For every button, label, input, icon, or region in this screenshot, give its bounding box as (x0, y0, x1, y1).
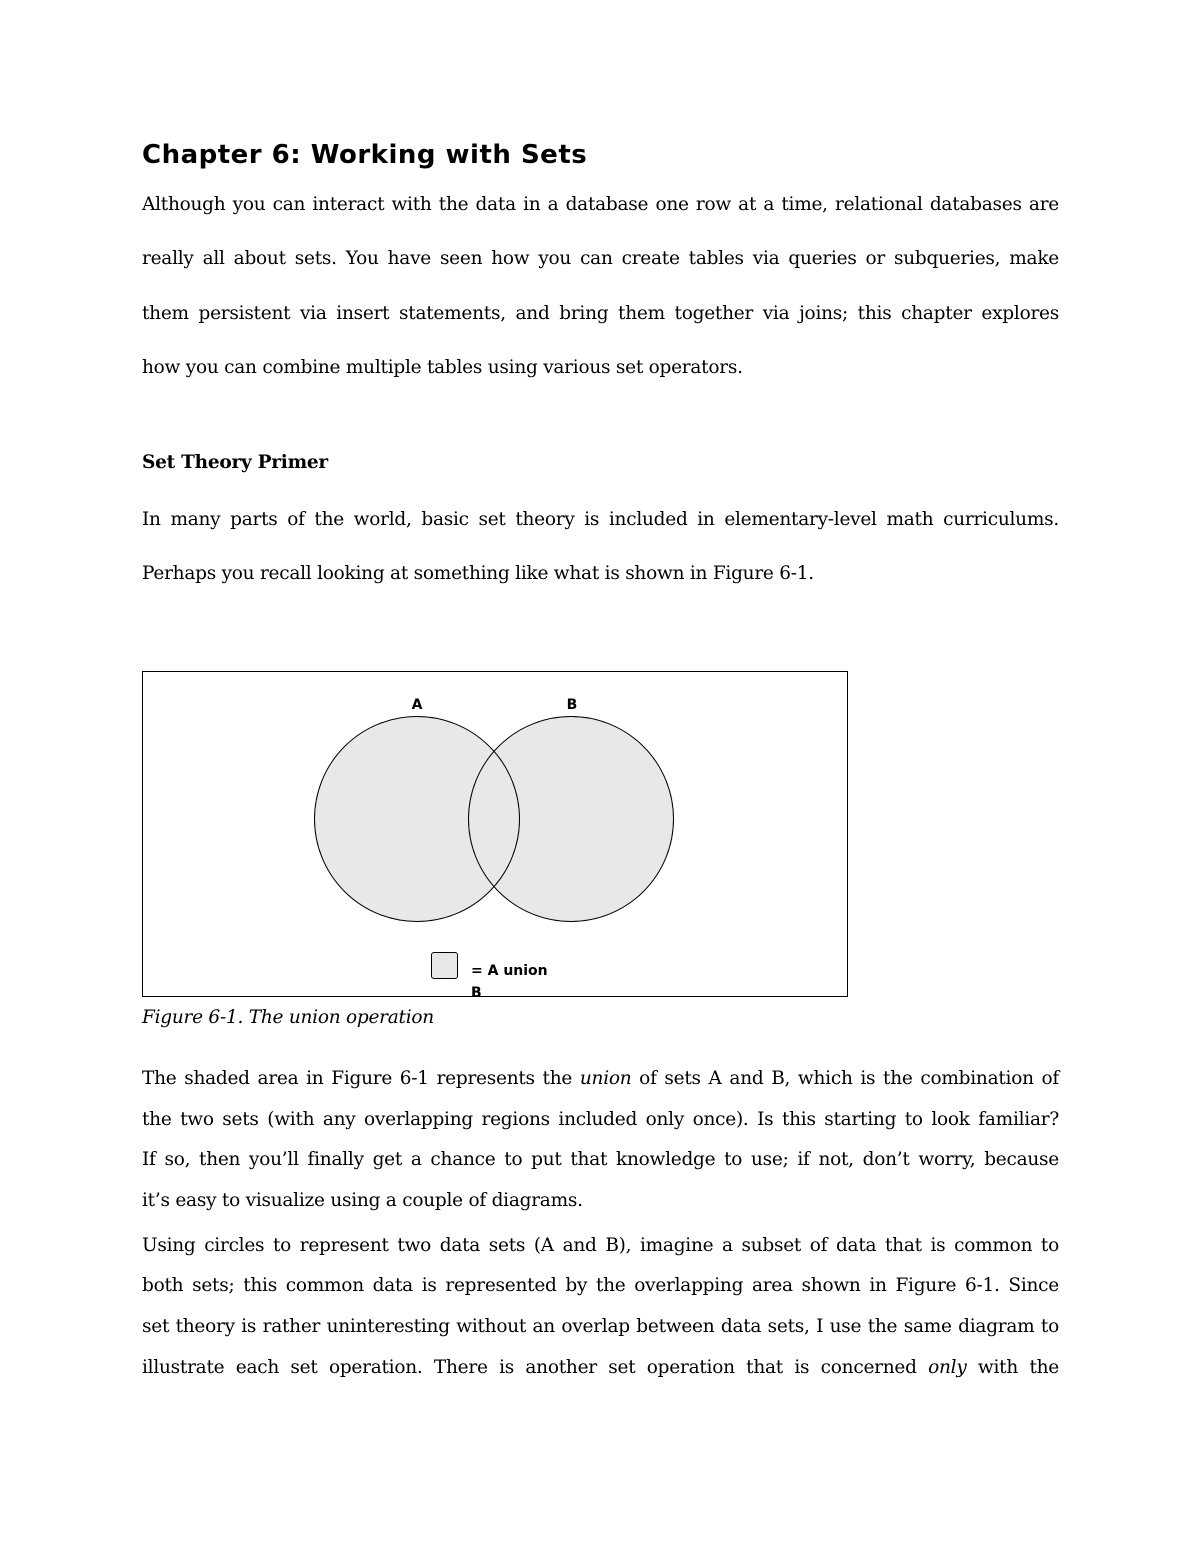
paragraph-line: Although you can interact with the data in a database one row at a time, relational databases are (142, 194, 1059, 215)
paragraph-line: the two sets (with any overlapping regions included only once). Is this starting to look familiar? (142, 1109, 1059, 1130)
text-run: with the (966, 1357, 1059, 1378)
emphasis-text: union (579, 1068, 632, 1089)
set-b-label: B (566, 697, 578, 713)
paragraph-line: how you can combine multiple tables using various set operators. (142, 357, 743, 378)
section-heading: Set Theory Primer (142, 452, 328, 473)
venn-diagram (143, 672, 847, 996)
caption-text: . The union operation (237, 1007, 434, 1028)
paragraph-line: them persistent via insert statements, and bring them together via joins; this chapter explores (142, 303, 1059, 324)
text-run: illustrate each set operation. There is another set operation that is concerned (142, 1357, 929, 1378)
paragraph-line: really all about sets. You have seen how you can create tables via queries or subqueries, make (142, 248, 1059, 269)
text-run: of sets A and B, which is the combination of (631, 1068, 1059, 1089)
paragraph-line: Perhaps you recall looking at something like what is shown in Figure 6-1. (142, 563, 814, 584)
paragraph-line: it’s easy to visualize using a couple of diagrams. (142, 1190, 583, 1211)
legend-label: = A union B (471, 963, 548, 1001)
text-run: The shaded area in Figure 6-1 represents the (142, 1068, 580, 1089)
paragraph-line: set theory is rather uninteresting without an overlap between data sets, I use the same diagram to (142, 1316, 1059, 1337)
paragraph-line (142, 1348, 1059, 1389)
set-b-circle (469, 717, 674, 922)
chapter-title: Chapter 6: Working with Sets (142, 140, 588, 170)
caption-figure-number: Figure 6-1 (142, 1007, 238, 1028)
paragraph-line: In many parts of the world, basic set theory is included in elementary-level math curriculums. (142, 509, 1059, 530)
emphasis-text: only (928, 1357, 967, 1378)
set-a-label: A (411, 697, 423, 713)
paragraph-line: both sets; this common data is represented by the overlapping area shown in Figure 6-1. Since (142, 1275, 1059, 1296)
legend-swatch (431, 952, 458, 979)
paragraph-line: Using circles to represent two data sets (A and B), imagine a subset of data that is common to (142, 1235, 1059, 1256)
paragraph-line (142, 1059, 1059, 1100)
figure-caption (142, 1007, 434, 1028)
venn-diagram-figure (142, 671, 848, 1001)
paragraph-line: If so, then you’ll finally get a chance to put that knowledge to use; if not, don’t worry, because (142, 1149, 1059, 1170)
